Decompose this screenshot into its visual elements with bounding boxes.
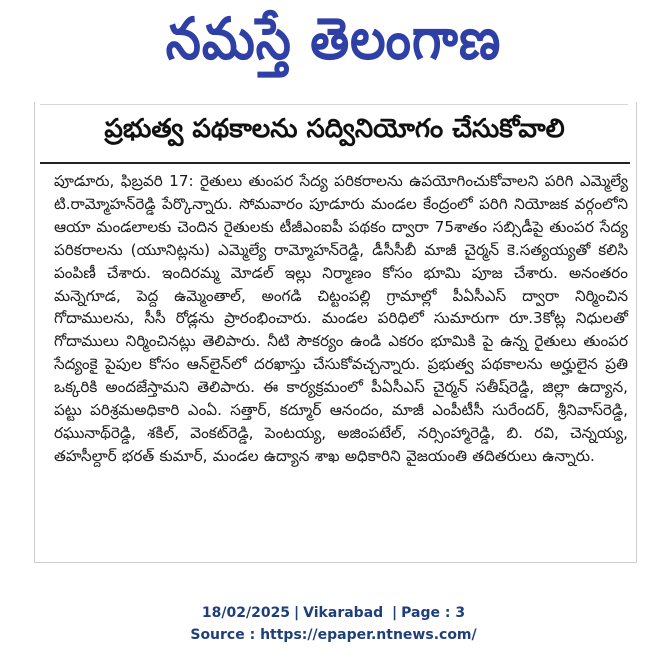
masthead-title: నమస్తే తెలంగాణ	[165, 5, 502, 72]
clipping-top-divider	[40, 104, 628, 105]
footer-source: Source : https://epaper.ntnews.com/	[190, 627, 477, 643]
masthead-logo	[0, 6, 667, 86]
footer-date: 18/02/2025	[201, 605, 291, 621]
headline-rule	[40, 162, 630, 164]
footer-separator: |	[387, 605, 398, 621]
article-headline: ప్రభుత్వ పథకాలను సద్వినియోగం చేసుకోవాలి	[104, 114, 565, 144]
footer-edition: Vikarabad	[303, 605, 384, 621]
article-body: పూడూరు, ఫిబ్రవరి 17: రైతులు తుంపర సేద్య పరికరాలను ఉపయోగించుకోవాలని పరిగి ఎమ్మెల్యే టి.రామ్మోహన్‌రెడ్డి పేర్కొన్నారు. సోమవారం పూడూరు మండల కేంద్రంలో పరిగి నియోజక వర్గంలోని ఆయా మండలాలకు చెందిన రైతులకు టీజీఎంఐపీ పథకం ద్వారా 75శాతం సబ్సిడీపై తుంపర సేద్య పరికరాలను (యూనిట్లను) ఎమ్మెల్యే రామ్మోహన్‌రెడ్డి, డీసీసీబీ మాజీ చైర్మన్ కె.సత్యయ్యతో కలిసి పంపిణీ చేశారు. ఇందిరమ్మ మోడల్ ఇల్లు నిర్మాణం కోసం భూమి పూజ చేశారు. అనంతరం మన్నెగూడ, పెద్ద ఉమ్మెంతాల్, అంగడి చిట్టంపల్లి గ్రామాల్లో పీఏసీఎస్ ద్వారా నిర్మించిన గోదాములను, సీసీ రోడ్లను ప్రారంభించారు. మండల పరిధిలో సుమారుగా రూ.3కోట్ల నిధులతో గోదాములు నిర్మించినట్లు తెలిపారు. నీటి సౌకర్యం ఉండి ఎకరం భూమికి పై ఉన్న రైతులు తుంపర సేద్యంకై పైపుల కోసం ఆన్‌లైన్‌లో దరఖాస్తు చేసుకోవచ్చన్నారు. ప్రభుత్వ పథకాలను అర్హులైన ప్రతి ఒక్కరికి అందజేస్తామని తెలిపారు. ఈ కార్యక్రమంలో పీఏసీఎస్ చైర్మన్ సతీష్‌రెడ్డి, జిల్లా ఉద్యాన, పట్టు పరిశ్రమఅధికారి ఎంఏ. సత్తార్, కద్మూర్ ఆనందం, మాజీ ఎంపీటీసీ సురేందర్, శ్రీనివాస్‌రెడ్డి, రఘునాథ్‌రెడ్డి, శకిల్, వెంకట్‌రెడ్డి, పెంటయ్య, అజింపటేల్, నర్సింహ్మారెడ్డి, బి. రవి, చెన్నయ్య, తహసీల్దార్ భరత్ కుమార్, మండల ఉద్యాన శాఖ అధికారిని వైజయంతి తదితరులు ఉన్నారు.	[54, 172, 628, 465]
footer-info-line	[0, 605, 667, 621]
footer-page: Page : 3	[401, 605, 466, 621]
footer-separator: |	[294, 605, 300, 621]
